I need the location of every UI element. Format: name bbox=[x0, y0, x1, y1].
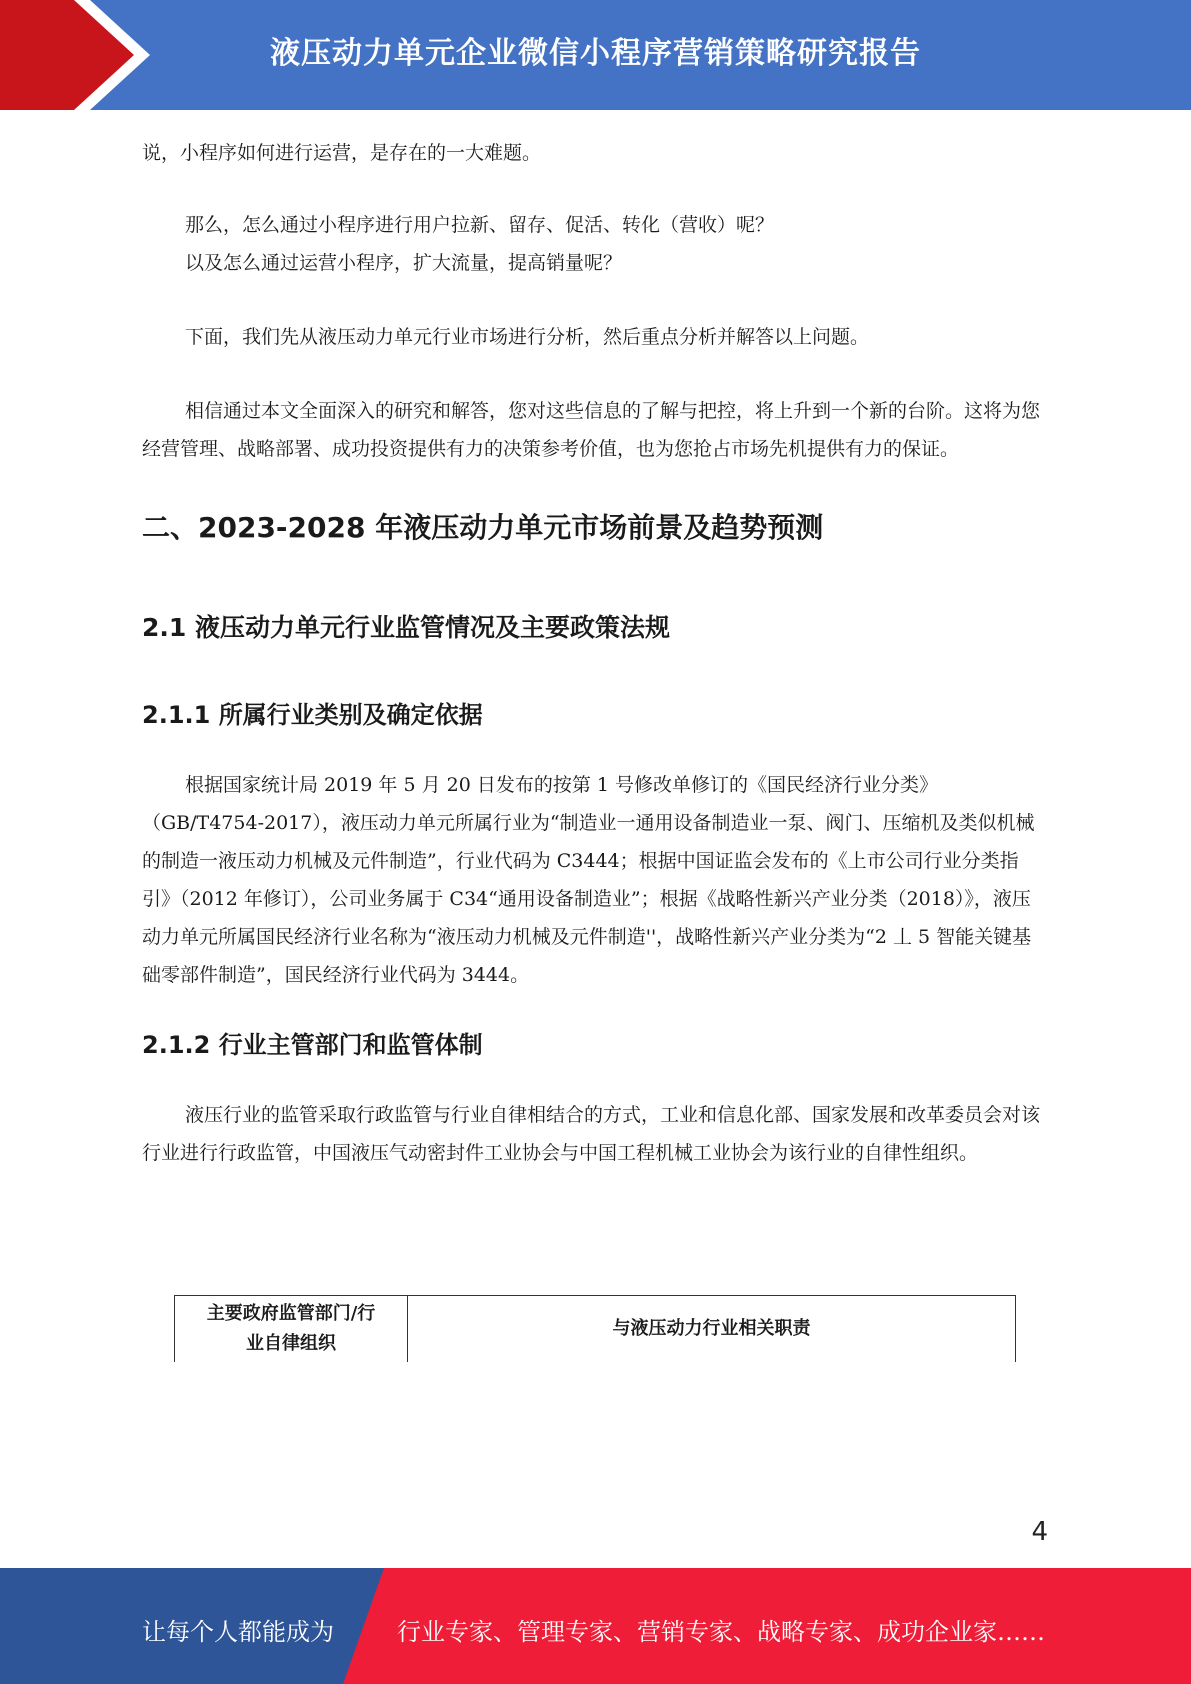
page-footer bbox=[0, 1568, 1191, 1684]
paragraph-continuation: 说，小程序如何进行运营，是存在的一大难题。 bbox=[142, 142, 542, 164]
paragraph-summary: 相信通过本文全面深入的研究和解答，您对这些信息的了解与把控，将上升到一个新的台阶。这将为您经营管理、战略部署、成功投资提供有力的决策参考价值，也为您抢占市场先机提供有力的保证。 bbox=[142, 400, 1041, 460]
regulation-table bbox=[174, 1295, 1016, 1363]
footer-slogan-left: 让每个人都能成为 bbox=[142, 1618, 334, 1646]
footer-slogan-right: 行业专家、管理专家、营销专家、战略专家、成功企业家…… bbox=[397, 1618, 1045, 1646]
paragraph-industry-classification: 根据国家统计局 2019 年 5 月 20 日发布的按第 1 号修改单修订的《国民经济行业分类》（GB/T4754-2017），液压动力单元所属行业为“制造业一通用设备制造业一泵、阀门、压缩机及类似机械的制造一液压动力机械及元件制造”，行业代码为 C3444；根据中国证监会发布的《上市公司行业分类指引》（2012 年修订），公司业务属于 C34“通用设备制造业”；根据《战略性新兴产业分类（2018）》，液压动力单元所属国民经济行业名称为“液压动力机械及元件制造''，战略性新兴产业分类为“2 丄 5 智能关键基础零部件制造”，国民经济行业代码为 3444。 bbox=[142, 774, 1035, 986]
section-heading: 二、2023-2028 年液压动力单元市场前景及趋势预测 bbox=[142, 511, 824, 544]
table-header-row bbox=[175, 1296, 1016, 1363]
document-body bbox=[142, 134, 1047, 1172]
subsubsection-heading-industry: 2.1.1 所属行业类别及确定依据 bbox=[142, 701, 483, 729]
header-title: 液压动力单元企业微信小程序营销策略研究报告 bbox=[270, 36, 921, 71]
subsection-heading: 2.1 液压动力单元行业监管情况及主要政策法规 bbox=[142, 613, 670, 642]
page-header bbox=[0, 0, 1191, 110]
paragraph-regulation: 液压行业的监管采取行政监管与行业自律相结合的方式，工业和信息化部、国家发展和改革委员会对该行业进行行政监管，中国液压气动密封件工业协会与中国工程机械工业协会为该行业的自律性组织。 bbox=[142, 1104, 1041, 1164]
table-header-cell-duties: 与液压动力行业相关职责 bbox=[408, 1296, 1016, 1363]
page-number: 4 bbox=[1031, 1517, 1048, 1547]
table-header-cell-authority: 主要政府监管部门/行 业自律组织 bbox=[175, 1296, 408, 1363]
paragraph-intro: 下面，我们先从液压动力单元行业市场进行分析，然后重点分析并解答以上问题。 bbox=[185, 326, 870, 348]
paragraph-question-1: 那么，怎么通过小程序进行用户拉新、留存、促活、转化（营收）呢？ bbox=[185, 214, 775, 236]
subsubsection-heading-regulation: 2.1.2 行业主管部门和监管体制 bbox=[142, 1031, 483, 1059]
paragraph-question-2: 以及怎么通过运营小程序，扩大流量，提高销量呢？ bbox=[185, 252, 623, 274]
